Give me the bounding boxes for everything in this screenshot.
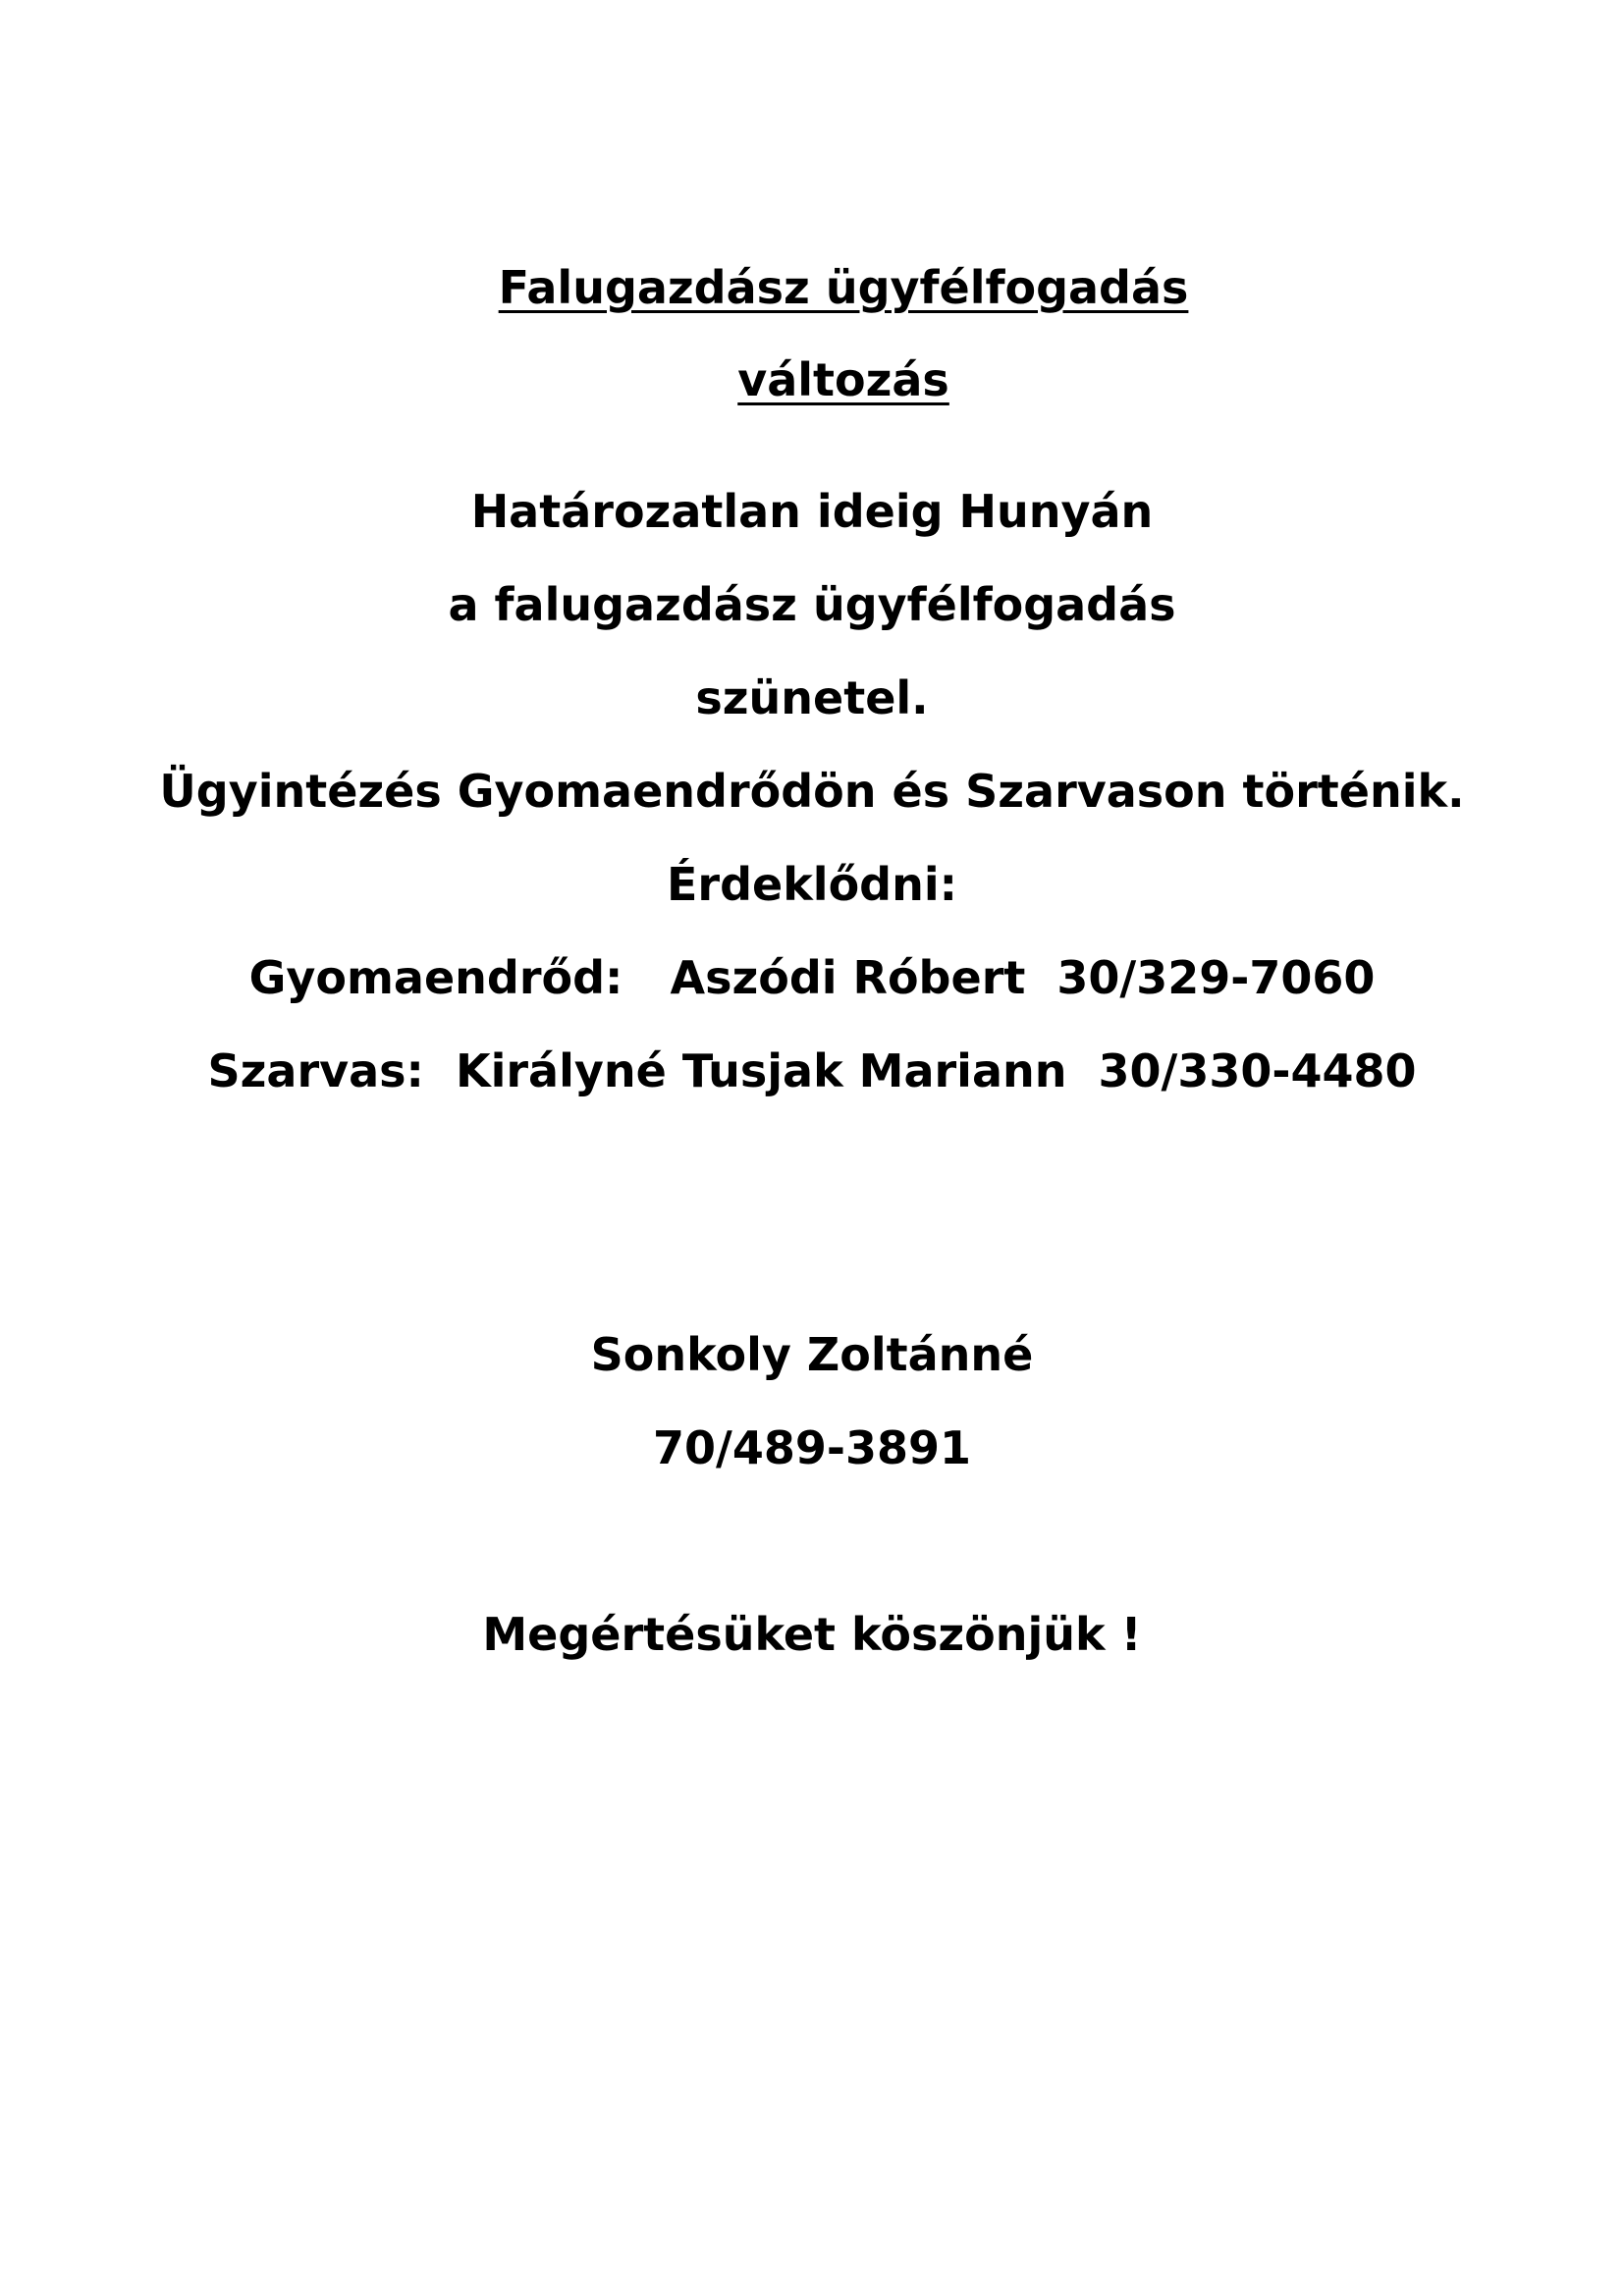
body-line-4: Ügyintézés Gyomaendrődön és Szarvason történik. [159, 765, 1465, 818]
contact-gyomaendrod: Gyomaendrőd: Aszódi Róbert 30/329-7060 [248, 951, 1376, 1004]
signature-name: Sonkoly Zoltánné [590, 1328, 1034, 1381]
title-line-2 [0, 292, 1624, 468]
closing-line: Megértésüket köszönjük ! [482, 1608, 1142, 1661]
signature-phone: 70/489-3891 [653, 1421, 971, 1474]
title-text-2: változás [737, 353, 949, 406]
body-line-5: Érdeklődni: [666, 858, 958, 911]
body-line-3: szünetel. [695, 671, 929, 724]
title-text-1: Falugazdász ügyfélfogadás [498, 261, 1189, 314]
body-line-1: Határozatlan ideig Hunyán [470, 485, 1154, 538]
contact-szarvas: Szarvas: Királyné Tusjak Mariann 30/330-4480 [207, 1044, 1417, 1097]
body-line-2: a falugazdász ügyfélfogadás [448, 578, 1176, 631]
